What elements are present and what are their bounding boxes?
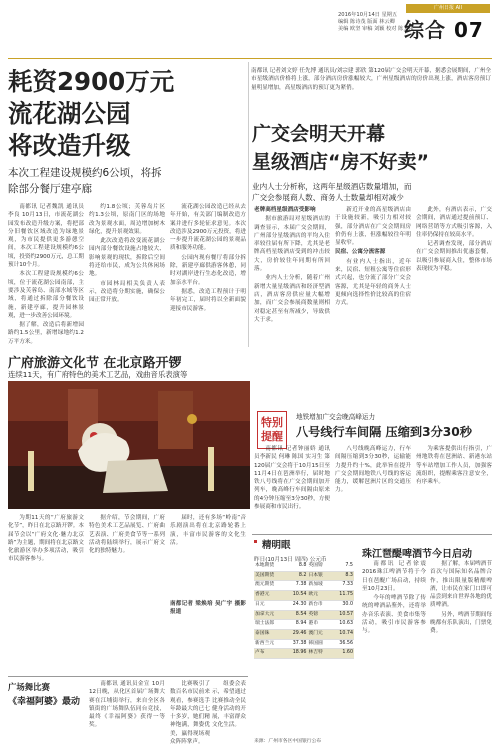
right-lead-subheadline-line1: 业内人士分析称，这两年星级酒店数量增加，而 <box>252 182 412 191</box>
exchange-rate-row <box>254 639 354 649</box>
currency-name-cell: 卢布 <box>254 649 285 659</box>
photo-caption-1-text: 为期11天的“广府旅游文化节”，昨日在北京路开锣。本届节会以“广府文化·魅力北京路”为主题，期间将在北京路文化旅游区举办多项活动，吸引市民游客参与。 <box>8 515 84 563</box>
mid-column-2 <box>335 445 411 531</box>
currency-value-cell: 10.57 <box>331 610 354 620</box>
square-dance-headline-2: 《幸福阿婆》最动 <box>8 697 81 707</box>
sd-col2-p1: 比赛吸引了数百名市民前来观看，参赛选手年龄最大的已七十多岁，她们精神饱满，舞姿优美，赢得现场观众阵阵掌声。 <box>170 681 210 746</box>
lead-subheadline-line1: 本次工程建设规模约6公顷，将拆 <box>8 167 162 179</box>
currency-value-cell: 7.33 <box>331 581 354 591</box>
lead-column-1 <box>8 203 84 345</box>
lead-column-2 <box>89 203 165 341</box>
header-rule <box>8 58 492 59</box>
lead-col3-p1: 流花湖公园改造已经从去年开始，有关部门编制改造方案并进行多轮征求意见。本次改造涉及2900万元投资，将进一步提升流花湖公园的景观品质和服务功能。 <box>170 204 246 252</box>
photo-caption-2 <box>89 514 165 638</box>
right-lead-column-3 <box>416 206 492 400</box>
right-col2-p2: 有业内人士指出，近年来，民宿、短租公寓等住宿形式兴起，也分流了部分广交会客源，尤其是年轻的商务人士更倾向选择性价比较高的住宿方式。 <box>335 258 411 307</box>
right-col2-head: 民宿、公寓分流客源 <box>335 249 386 256</box>
lead-col1-p1: 南都讯 记者魏凯 通讯员李良 10月13日，市流花湖公园发布改造升级方案，将把部分旧餐饮区域改造为绿地景观，为市民提供更多游憩空间，本次工程建设规模约6公顷，投资约2900万元，总工期预计10个月。 <box>8 204 84 269</box>
lead-column-3 <box>170 203 246 341</box>
currency-value-cell: 10.54 <box>285 591 308 601</box>
photo-caption-3 <box>170 514 246 594</box>
right-col1-p1: 据市旅游局对星级酒店的调查显示，本届广交会期间，广州部分星级酒店的平均入住率较往届有所下降，尤其是老牌高档星级酒店受到的冲击较大，房价较往年同期有所回落。 <box>254 216 330 273</box>
bottom-left-rule <box>8 676 248 677</box>
currency-name-cell: 加拿大元 <box>254 610 285 620</box>
photo-caption-1 <box>8 514 84 638</box>
currency-name-cell: 英国镑 <box>307 562 331 571</box>
photo-caption-2-text: 据介绍，节会期间，广府特色美术工艺品展览、广府曲艺表演、广府美食节等一系列活动将陆续举行，展示广府文化的独特魅力。 <box>89 515 165 555</box>
currency-name-cell: 本地期货 <box>254 562 285 571</box>
jingming-subtitle: 昨日(10月13日 周四) 公元币 <box>254 557 327 563</box>
lead-col2-p2: 此次改造将改变流花湖公园内部分餐饮设施占地较大、影响景观的现状，拆除后空间将还给市民，成为公共休闲场地。 <box>89 238 165 278</box>
mid-col1-p1: 南都讯 记者钟丽娇 通讯员李新民 何琳 陈国 实习生 第120届广交会将于10月15日至11月4日在琶洲举行，届时地铁八号线将在广交会期间加开列车，晚高峰行车间隔由原来的4分钟压缩至3分30秒，方便参展商和市民出行。 <box>254 446 330 511</box>
beer-column-2 <box>430 560 492 740</box>
header-date-block <box>338 12 414 33</box>
currency-name-cell: 泰国铢 <box>254 629 285 639</box>
sd-col3-p1: 组委会表示，希望通过比赛推动全民健身活动的开展，丰富群众文化生活。 <box>212 681 246 729</box>
column-divider <box>248 62 249 347</box>
special-reminder-badge <box>257 411 287 449</box>
exchange-rate-row <box>254 571 354 581</box>
right-lead-subheadline <box>252 181 494 203</box>
currency-value-cell: 36.56 <box>331 639 354 649</box>
right-col3-p2: 记者调查发现，部分酒店在广交会期间推出优惠套餐，以吸引参展商入住，整体市场表现较为平稳。 <box>416 241 492 273</box>
mid-kicker: 地铁增加广交会晚高峰运力 <box>296 413 376 421</box>
exchange-rate-row <box>254 591 354 601</box>
currency-value-cell: 24.30 <box>285 600 308 610</box>
badge-line2: 提醒 <box>261 430 283 443</box>
header-date: 2016年10月14日 星期五 <box>338 12 398 18</box>
currency-value-cell: 30.0 <box>331 600 354 610</box>
lead-col3-p3: 据悉，改造工程预计于明年初完工，届时将以全新面貌迎接市民游客。 <box>170 288 246 312</box>
lion-dance-photo <box>8 381 250 509</box>
currency-value-cell: 1.60 <box>331 649 354 659</box>
square-dance-headline-1: 广场舞比赛 <box>8 682 50 692</box>
currency-value-cell: 10.74 <box>331 629 354 639</box>
header-designer: 美编 欧坚 审稿 刘颖 校对 陈义东 <box>338 26 414 32</box>
beer-festival-headline: 珠江琶醍啤酒节今日启动 <box>362 549 472 560</box>
mid-col2-p1: 八号线晚高峰运力，行车间隔压缩到3分30秒，运输能力提升约十%，此举旨在提升广交会期间地铁八号线的客运能力，缓解琶洲片区的交通压力。 <box>335 446 411 494</box>
sd-col1-p1: 南都讯 通讯员金宣 10月12日晚，从化区首届广场舞大赛在江埔街举行，来自全区各镇街的广场舞队伍同台竞技，最终《幸福阿婆》获得一等奖。 <box>89 681 165 729</box>
jingming-title: 精明眼 <box>262 540 291 551</box>
currency-name-cell: 香港元 <box>254 591 285 601</box>
right-lead-intro-text: 南都讯 记者刘文婷 任先博 通讯员/刘宗建 郭欣 第120届广交会明天开幕，据悉会展期间，广州全市星级酒店价格将上涨，部分酒店房价涨幅较大，广州星级酒店的房价出现上涨，酒店客房预订量明显增加，高星级酒店的预订更为紧俏。 <box>251 68 491 91</box>
currency-value-cell: 8.2 <box>285 571 308 581</box>
mid-column-3 <box>416 445 492 531</box>
lead-headline <box>8 66 238 162</box>
lead-headline-line3: 将改造升级 <box>8 131 131 160</box>
currency-name-cell: 美国期货 <box>254 571 285 581</box>
exchange-rate-row <box>254 581 354 591</box>
currency-value-cell: 7.5 <box>331 562 354 571</box>
currency-name-cell: 新加坡 <box>307 581 331 591</box>
page-number: 07 <box>453 18 484 42</box>
currency-name-cell: 澳元期货 <box>254 581 285 591</box>
currency-value-cell: 8.3 <box>331 571 354 581</box>
lead-subheadline-line2: 除部分餐厅建亭廊 <box>8 183 92 195</box>
mid-col3-p1: 为乘客提供出行指引，广州地铁将在琶洲站、新港东站等车站增加工作人员，加强客流组织，提醒乘客注意安全，有序乘车。 <box>416 446 492 486</box>
photo-section-subtitle: 连续11天，有广府特色的美术工艺品，戏曲音乐表演等 <box>8 370 188 379</box>
currency-name-cell: 新台币 <box>307 600 331 610</box>
lion-dance-illustration <box>8 381 250 509</box>
square-dance-column-2 <box>170 680 210 746</box>
lead-col2-p1: 约1.8公顷；芙蓉岛片区约1.3公顷，原南门区的场地改为景观水面，周边增加树木绿化，提升景观效果。 <box>89 204 165 235</box>
right-lead-headline-2: 星级酒店“房不好卖” <box>252 151 429 173</box>
exchange-rate-row <box>254 610 354 620</box>
square-dance-column-1 <box>89 680 165 746</box>
beer-col1-p1: 南都讯 记者徐震 2016珠江啤酒节将于今日在琶醍广场启动，持续至10月23日。 <box>362 561 426 592</box>
square-dance-column-3 <box>212 680 246 746</box>
photo-caption-3-text: 届时，还有多场“岭南”音乐剧演出将在北京路轮番上演，丰富市民游客的文化生活。 <box>170 515 246 546</box>
beer-column-1 <box>362 560 426 740</box>
right-col1-head: 老牌高档星级酒店受影响 <box>254 207 316 213</box>
photo-credit: 南都记者 梁焕培 吴广宇 摄影报道 <box>170 601 246 616</box>
currency-value-cell: 8.54 <box>285 610 308 620</box>
currency-name-cell: 林吉特 <box>307 649 331 659</box>
photo-section-title: 广府旅游文化节 在北京路开锣 <box>8 356 182 371</box>
currency-value-cell: 10.63 <box>331 620 354 630</box>
currency-value-cell: 8.94 <box>285 620 308 630</box>
mid-column-1 <box>254 445 330 531</box>
currency-value-cell: 29.46 <box>285 629 308 639</box>
right-col1-p2: 业内人士分析，随着广州新增大量星级酒店和经济型酒店，酒店客房供应量大幅增加，而广交会参展商数量则相对稳定甚至有所减少，导致供大于求。 <box>254 275 330 323</box>
right-lead-headline-1: 广交会明天开幕 <box>252 123 386 145</box>
right-col3-p1: 此外，有酒店表示，广交会期间，酒店通过提前预订、网络营销等方式吸引客源，入住率仍保持在较高水平。 <box>416 207 492 238</box>
lead-subheadline <box>8 165 240 197</box>
currency-value-cell: 18.96 <box>285 649 308 659</box>
badge-line1: 特别 <box>261 416 283 429</box>
exchange-rate-table <box>254 562 354 659</box>
lead-col1-p2: 本次工程建设规模约6公顷，位于流花湖公园南部，主要涉及芙蓉岛、南部水域等区域，将通过拆除部分餐饮设施，新建亭廊，提升园林景观，进一步改善公园环境。 <box>8 271 84 319</box>
currency-name-cell: 瑞士法郎 <box>254 620 285 630</box>
right-lead-column-2 <box>335 206 411 400</box>
currency-value-cell: 37.38 <box>285 639 308 649</box>
right-lead-subheadline-line2: 广交会参展商人数、商务人士数量却相对减少 <box>252 193 404 202</box>
currency-name-cell: 日本银 <box>307 571 331 581</box>
currency-name-cell: 港币 <box>307 620 331 630</box>
lead-col1-p3: 据了解，改造后将新增园路约1.5公里，新增绿地约1.2万平方米。 <box>8 322 84 345</box>
currency-name-cell: 韩国圆 <box>307 639 331 649</box>
lead-headline-line2: 流花湖公园 <box>8 99 131 128</box>
beer-col2-p1: 据了解，本届啤酒节首次与国际知名品牌合作，推出限量版精酿啤酒，让市民在家门口即可品尝到来自世界各地的优质啤酒。 <box>430 561 492 609</box>
currency-value-cell: 8.8 <box>285 562 308 571</box>
currency-name-cell: 英镑 <box>307 610 331 620</box>
header-editor: 编辑 陈诗茂 版面 林云卿 <box>338 19 395 25</box>
beer-col1-p2: 今年的啤酒节除了传统的啤酒品鉴外，还将举办音乐表演、美食市集等活动，吸引市民游客参与。 <box>362 595 426 635</box>
exchange-rate-row <box>254 649 354 659</box>
exchange-rate-row <box>254 562 354 571</box>
exchange-rate-row <box>254 629 354 639</box>
lead-col3-p2: 公园内现有餐厅将部分拆除，新建亭廊供游客休憩，同时对湖岸进行生态化改造，增加亲水平台。 <box>170 254 246 286</box>
currency-name-cell: 澳门元 <box>307 629 331 639</box>
square-bullet-icon <box>254 540 257 543</box>
currency-name-cell: 日元 <box>254 600 285 610</box>
exchange-rate-row <box>254 620 354 630</box>
lead-headline-line1: 耗资2900万元 <box>8 67 175 96</box>
mid-headline: 八号线行车间隔 压缩到3分30秒 <box>296 425 472 439</box>
masthead-tag: 广州日报 AII <box>406 4 490 13</box>
section-title <box>404 14 484 43</box>
lead-col2-p3: 市园林局相关负责人表示，改造将分期实施，确保公园正常开放。 <box>89 280 165 304</box>
currency-name-cell: 欧元 <box>307 591 331 601</box>
section-name: 综合 <box>404 18 446 42</box>
currency-value-cell: 11.75 <box>331 591 354 601</box>
right-col2-p1: 新近开业的高星级酒店由于设施较新，吸引力相对较强，部分酒店在广交会期间房价仍有上涨，但涨幅较往年明显收窄。 <box>335 207 411 247</box>
exchange-rate-row <box>254 600 354 610</box>
right-lead-column-1 <box>254 206 330 400</box>
beer-col2-p2: 另外，啤酒节期间每晚都有乐队演出，门票免费。 <box>430 611 492 635</box>
jingming-footnote: 来源：广州市各区中国银行公布 <box>254 739 322 744</box>
mid-bottom-rule <box>252 534 492 535</box>
right-lead-intro <box>251 67 491 117</box>
currency-name-cell: 新西兰元 <box>254 639 285 649</box>
currency-value-cell: 7.38 <box>285 581 308 591</box>
